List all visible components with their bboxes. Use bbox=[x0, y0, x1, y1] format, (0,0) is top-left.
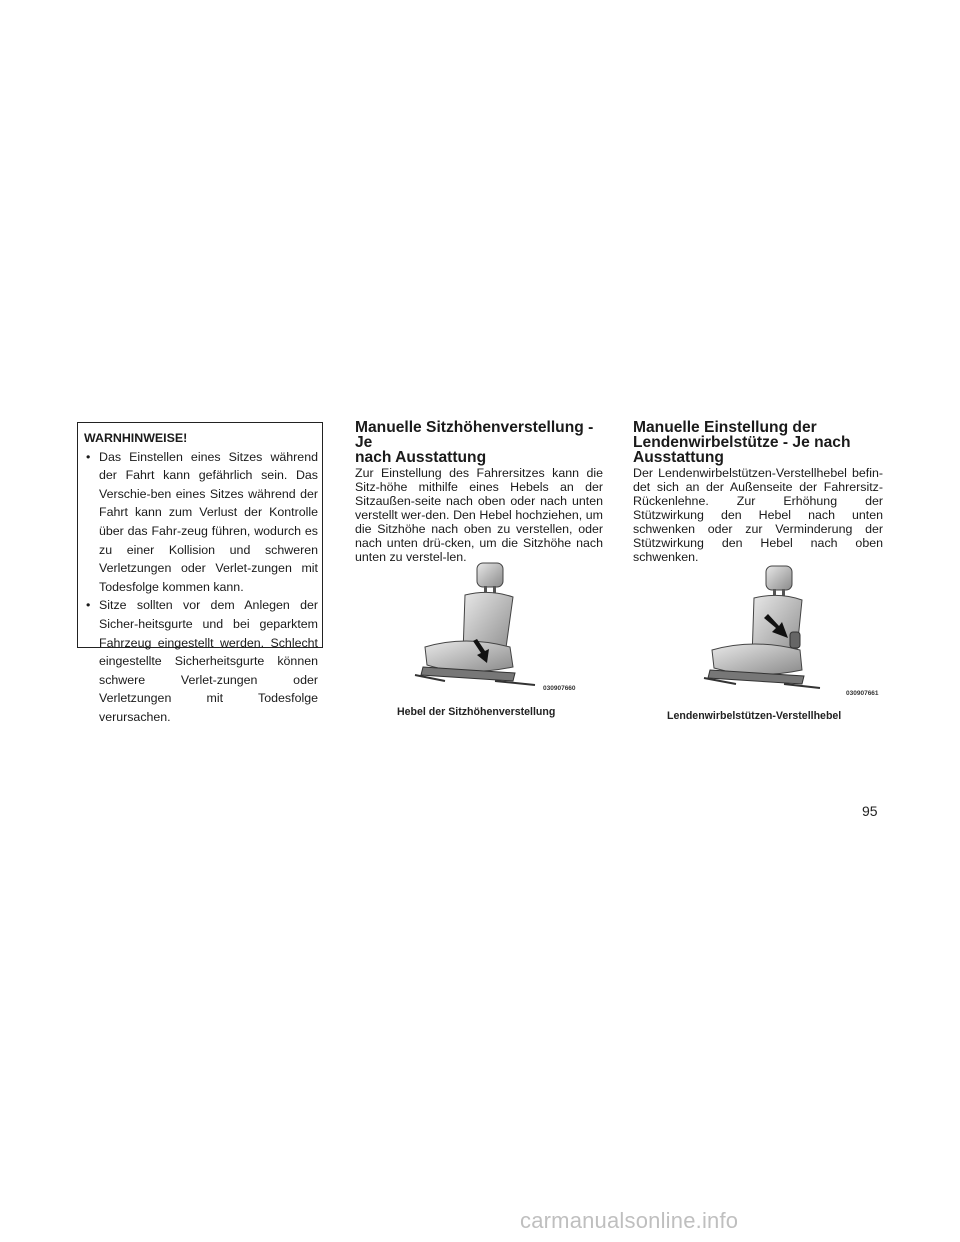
heading-line: Manuelle Sitzhöhenverstellung - Je bbox=[355, 419, 594, 451]
warning-item bbox=[84, 448, 318, 597]
figure-caption: Lendenwirbelstützen-Verstellhebel bbox=[667, 710, 842, 722]
bullet-icon: • bbox=[86, 449, 91, 464]
section-seat-height bbox=[355, 420, 603, 564]
section-heading bbox=[355, 420, 603, 465]
figure-code: 030907661 bbox=[846, 690, 879, 697]
warning-item-text: Sitze sollten vor dem Anlegen der Sicher-heitsgurte und bei geparktem Fahrzeug eingestellt werden. Schlecht eingestellte Sicherheitsgurte können schwere Verlet-zungen oder Verletzungen mit Todesfolge verursachen. bbox=[99, 598, 318, 724]
lumbar-lever-figure bbox=[680, 560, 890, 700]
warning-title: WARNHINWEISE! bbox=[84, 431, 188, 445]
figure-code: 030907660 bbox=[543, 685, 576, 692]
page-number: 95 bbox=[862, 803, 878, 819]
seat-height-lever-figure bbox=[405, 555, 585, 695]
section-body: Zur Einstellung des Fahrersitzes kann die Sitz-höhe mithilfe eines Hebels an der Sitzaußen-seite nach oben oder nach unten verstellt wer-den. Den Hebel hochziehen, um die Sitzhöhe nach oben zu verstellen, oder nach unten drü-cken, um die Sitzhöhe nach unten zu verstel-len. bbox=[355, 466, 603, 564]
section-lumbar-support bbox=[633, 420, 883, 564]
watermark: carmanualsonline.info bbox=[520, 1208, 739, 1233]
seat-illustration bbox=[680, 560, 890, 700]
heading-line: Lendenwirbelstütze - Je nach bbox=[633, 434, 851, 451]
warning-list bbox=[84, 448, 318, 727]
section-heading bbox=[633, 420, 883, 465]
warning-item bbox=[84, 596, 318, 726]
warning-box bbox=[77, 422, 323, 724]
seat-illustration bbox=[405, 555, 585, 695]
heading-line: nach Ausstattung bbox=[355, 449, 487, 466]
figure-caption: Hebel der Sitzhöhenverstellung bbox=[397, 706, 556, 718]
warning-item-text: Das Einstellen eines Sitzes während der Fahrt kann gefährlich sein. Das Verschie-ben eines Sitzes während der Fahrt kann zum Verlust der Kontrolle über das Fahr-zeug führen, wodurch es zu einer Kollision und schweren Verletzungen oder Verlet-zungen mit Todesfolge kommen kann. bbox=[99, 449, 318, 594]
bullet-icon: • bbox=[86, 598, 91, 613]
section-body: Der Lendenwirbelstützen-Verstellhebel befin-det sich an der Außenseite der Fahrersitz-Rückenlehne. Zur Erhöhung der Stützwirkung den Hebel nach unten schwenken oder zur Verminderung der Stützwirkung den Hebel nach oben schwenken. bbox=[633, 466, 883, 564]
heading-line: Manuelle Einstellung der bbox=[633, 419, 817, 436]
heading-line: Ausstattung bbox=[633, 449, 724, 466]
